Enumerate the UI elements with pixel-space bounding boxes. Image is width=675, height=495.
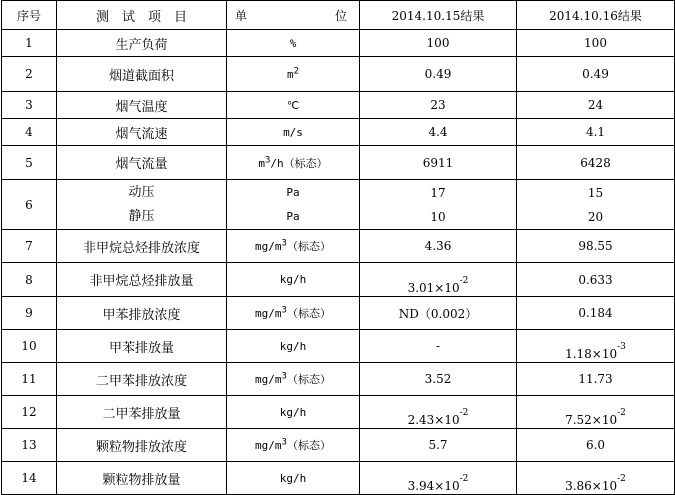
row-unit — [227, 180, 360, 230]
row-result-2: 100 — [517, 30, 675, 57]
row-unit: kg/h — [227, 396, 360, 429]
row-index: 2 — [2, 57, 57, 92]
row-result-2 — [517, 462, 675, 495]
unit-exponent: 3 — [281, 371, 287, 382]
row-result-2: 4.1 — [517, 119, 675, 146]
sci-exponent: -2 — [459, 275, 469, 286]
table-row — [2, 429, 675, 462]
unit-exponent: 3 — [264, 154, 271, 165]
row-item — [57, 180, 227, 230]
unit-base: mg/m — [255, 307, 282, 320]
unit-base: mg/m — [255, 373, 282, 386]
unit-base: m — [258, 156, 265, 170]
row-result-1: 4.36 — [360, 230, 517, 263]
row-unit: kg/h — [227, 462, 360, 495]
row-index: 14 — [2, 462, 57, 495]
unit-exponent: 3 — [281, 437, 287, 448]
row-item: 非甲烷总烃排放浓度 — [57, 230, 227, 263]
row-result-1: 4.4 — [360, 119, 517, 146]
row-index: 13 — [2, 429, 57, 462]
sci-value — [565, 342, 626, 361]
header-item: 测 试 项 目 — [57, 1, 227, 30]
row-index: 4 — [2, 119, 57, 146]
row-index: 12 — [2, 396, 57, 429]
unit-suffix: （标态） — [286, 307, 331, 320]
table-row — [2, 263, 675, 297]
row-result-2: 6428 — [517, 146, 675, 180]
row-index: 3 — [2, 92, 57, 119]
sci-base: 3.94×10 — [407, 479, 460, 493]
row-unit — [227, 57, 360, 92]
table-row — [2, 363, 675, 396]
row-unit: % — [227, 30, 360, 57]
row-result-2: 98.55 — [517, 230, 675, 263]
sci-exponent: -2 — [459, 408, 469, 418]
row-result-1: ND（0.002） — [360, 297, 517, 330]
unit-exponent: 2 — [293, 65, 300, 76]
unit-base: mg/m — [255, 439, 282, 452]
unit-base: mg/m — [255, 240, 282, 253]
row-item: 甲苯排放量 — [57, 330, 227, 363]
table-row — [2, 330, 675, 363]
row-result-2: 0.184 — [517, 297, 675, 330]
row-unit: ℃ — [227, 92, 360, 119]
sub-result-2: 20 — [587, 209, 604, 224]
table-row — [2, 92, 675, 119]
header-unit — [227, 1, 360, 30]
table-row — [2, 230, 675, 263]
table-body — [2, 30, 675, 495]
row-item: 颗粒物排放浓度 — [57, 429, 227, 462]
table-row — [2, 396, 675, 429]
unit-exponent: 3 — [281, 238, 287, 249]
row-index: 7 — [2, 230, 57, 263]
row-item: 颗粒物排放量 — [57, 462, 227, 495]
row-result-2 — [517, 330, 675, 363]
header-unit-left: 单 — [235, 8, 248, 23]
row-result-1: 5.7 — [360, 429, 517, 462]
sci-value — [407, 408, 469, 427]
row-result-1: 6911 — [360, 146, 517, 180]
row-index: 8 — [2, 263, 57, 297]
row-item: 二甲苯排放浓度 — [57, 363, 227, 396]
row-item: 非甲烷总烃排放量 — [57, 263, 227, 297]
row-result-1: - — [360, 330, 517, 363]
row-item: 烟道截面积 — [57, 57, 227, 92]
row-index: 6 — [2, 180, 57, 230]
row-result-2 — [517, 396, 675, 429]
sub-item: 静压 — [128, 208, 155, 224]
row-unit: kg/h — [227, 330, 360, 363]
header-result-1: 2014.10.15结果 — [360, 1, 517, 30]
row-result-1: 3.52 — [360, 363, 517, 396]
row-item: 烟气流速 — [57, 119, 227, 146]
row-unit: kg/h — [227, 263, 360, 297]
sci-value — [565, 474, 626, 493]
row-result-1 — [360, 396, 517, 429]
row-index: 5 — [2, 146, 57, 180]
row-unit — [227, 297, 360, 330]
row-index: 1 — [2, 30, 57, 57]
sci-base: 7.52×10 — [565, 413, 618, 427]
header-row — [2, 1, 675, 30]
row-item: 生产负荷 — [57, 30, 227, 57]
sci-base: 3.01×10 — [407, 280, 460, 295]
sci-exponent: -2 — [617, 474, 626, 484]
sub-result-1: 10 — [430, 209, 446, 224]
unit-suffix: （标态） — [286, 439, 331, 452]
table-row — [2, 146, 675, 180]
table-row — [2, 180, 675, 230]
sub-result-2: 15 — [587, 185, 604, 200]
row-result-2: 11.73 — [517, 363, 675, 396]
sub-unit: Pa — [286, 209, 300, 223]
sci-exponent: -2 — [459, 474, 469, 484]
table-row — [2, 297, 675, 330]
row-result-1: 100 — [360, 30, 517, 57]
row-result-2: 0.49 — [517, 57, 675, 92]
row-result-1 — [360, 462, 517, 495]
unit-exponent: 3 — [281, 305, 287, 316]
row-item: 二甲苯排放量 — [57, 396, 227, 429]
header-unit-right: 位 — [335, 8, 348, 23]
row-unit — [227, 363, 360, 396]
row-result-1: 23 — [360, 92, 517, 119]
row-item: 烟气温度 — [57, 92, 227, 119]
sci-value — [565, 408, 626, 427]
row-result-2: 0.633 — [517, 263, 675, 297]
header-index: 序号 — [2, 1, 57, 30]
row-result-2: 24 — [517, 92, 675, 119]
unit-base: m — [286, 67, 294, 81]
header-result-2: 2014.10.16结果 — [517, 1, 675, 30]
row-result-1: 0.49 — [360, 57, 517, 92]
row-result-2: 6.0 — [517, 429, 675, 462]
table-row — [2, 119, 675, 146]
row-unit — [227, 146, 360, 180]
row-result-1 — [360, 263, 517, 297]
row-unit — [227, 429, 360, 462]
sci-value — [407, 275, 469, 295]
sub-item: 动压 — [128, 184, 155, 200]
sci-exponent: -2 — [617, 408, 626, 418]
row-index: 11 — [2, 363, 57, 396]
unit-suffix: （标态） — [286, 240, 331, 253]
sci-base: 2.43×10 — [407, 413, 460, 427]
row-item: 烟气流量 — [57, 146, 227, 180]
row-result-1 — [360, 180, 517, 230]
sci-exponent: -3 — [617, 342, 626, 352]
table-row — [2, 462, 675, 495]
unit-suffix: （标态） — [286, 373, 331, 386]
row-unit: m/s — [227, 119, 360, 146]
row-unit — [227, 230, 360, 263]
sci-base: 3.86×10 — [565, 479, 618, 493]
row-item: 甲苯排放浓度 — [57, 297, 227, 330]
table-row — [2, 30, 675, 57]
table-row — [2, 57, 675, 92]
sci-base: 1.18×10 — [565, 347, 618, 361]
unit-suffix: /h（标态） — [270, 156, 328, 170]
test-results-table — [1, 0, 675, 495]
sci-value — [407, 474, 469, 493]
row-index: 9 — [2, 297, 57, 330]
row-index: 10 — [2, 330, 57, 363]
sub-result-1: 17 — [430, 185, 446, 200]
sub-unit: Pa — [286, 185, 300, 199]
row-result-2 — [517, 180, 675, 230]
